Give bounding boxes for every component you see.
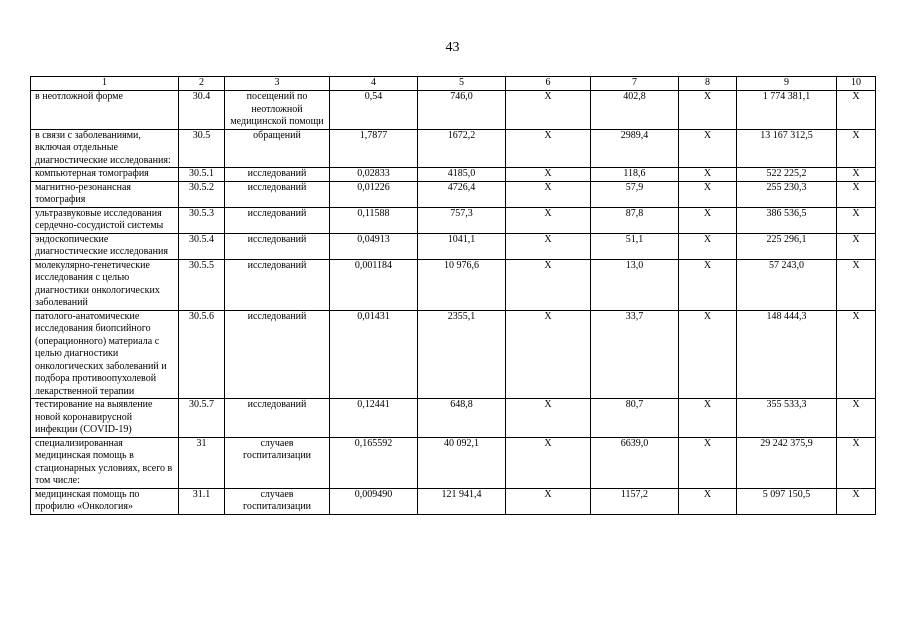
row-code-cell: 31.1: [179, 488, 225, 514]
row-unit-cell: исследований: [225, 233, 330, 259]
row-col5-cell: 4185,0: [418, 168, 506, 182]
row-col4-cell: 0,02833: [330, 168, 418, 182]
row-unit-cell: исследований: [225, 259, 330, 310]
row-code-cell: 30.5.1: [179, 168, 225, 182]
row-code-cell: 30.5.2: [179, 181, 225, 207]
row-name-cell: ультразвуковые исследования сердечно-сосудистой системы: [31, 207, 179, 233]
row-col9-cell: 255 230,3: [737, 181, 837, 207]
row-name-cell: патолого-анатомические исследования биопсийного (операционного) материала с целью диагностики онкологических заболеваний и подбора противоопухолевой лекарственной терапии: [31, 310, 179, 399]
row-code-cell: 30.5.4: [179, 233, 225, 259]
row-col7-cell: 80,7: [591, 399, 679, 438]
row-unit-cell: посещений по неотложной медицинской помощи: [225, 91, 330, 130]
row-col7-cell: 402,8: [591, 91, 679, 130]
row-name-cell: магнитно-резонансная томография: [31, 181, 179, 207]
row-col5-cell: 746,0: [418, 91, 506, 130]
row-name-cell: в неотложной форме: [31, 91, 179, 130]
row-col9-cell: 5 097 150,5: [737, 488, 837, 514]
row-col9-cell: 522 225,2: [737, 168, 837, 182]
col-header-6: 6: [506, 77, 591, 91]
row-col4-cell: 0,01431: [330, 310, 418, 399]
table-row: [31, 233, 876, 259]
row-col6-cell: X: [506, 233, 591, 259]
row-col10-cell: X: [837, 233, 876, 259]
row-name-cell: тестирование на выявление новой коронавирусной инфекции (COVID-19): [31, 399, 179, 438]
row-col5-cell: 1672,2: [418, 129, 506, 168]
row-unit-cell: случаев госпитализации: [225, 488, 330, 514]
row-col6-cell: X: [506, 437, 591, 488]
row-col10-cell: X: [837, 207, 876, 233]
row-col5-cell: 2355,1: [418, 310, 506, 399]
col-header-10: 10: [837, 77, 876, 91]
row-name-cell: компьютерная томография: [31, 168, 179, 182]
row-unit-cell: исследований: [225, 207, 330, 233]
row-col6-cell: X: [506, 310, 591, 399]
row-col6-cell: X: [506, 399, 591, 438]
row-col8-cell: X: [679, 399, 737, 438]
row-col9-cell: 355 533,3: [737, 399, 837, 438]
row-code-cell: 30.5.3: [179, 207, 225, 233]
row-col7-cell: 1157,2: [591, 488, 679, 514]
row-col7-cell: 118,6: [591, 168, 679, 182]
row-col8-cell: X: [679, 259, 737, 310]
row-col10-cell: X: [837, 181, 876, 207]
row-col7-cell: 57,9: [591, 181, 679, 207]
row-col6-cell: X: [506, 181, 591, 207]
row-col6-cell: X: [506, 168, 591, 182]
col-header-9: 9: [737, 77, 837, 91]
row-col7-cell: 33,7: [591, 310, 679, 399]
row-col8-cell: X: [679, 207, 737, 233]
row-col9-cell: 13 167 312,5: [737, 129, 837, 168]
row-col10-cell: X: [837, 399, 876, 438]
row-col10-cell: X: [837, 259, 876, 310]
row-col4-cell: 1,7877: [330, 129, 418, 168]
col-header-2: 2: [179, 77, 225, 91]
row-col10-cell: X: [837, 488, 876, 514]
row-col5-cell: 40 092,1: [418, 437, 506, 488]
row-code-cell: 30.4: [179, 91, 225, 130]
row-unit-cell: исследований: [225, 168, 330, 182]
row-col4-cell: 0,009490: [330, 488, 418, 514]
table-row: [31, 207, 876, 233]
row-col8-cell: X: [679, 91, 737, 130]
row-col5-cell: 1041,1: [418, 233, 506, 259]
row-col4-cell: 0,165592: [330, 437, 418, 488]
row-unit-cell: обращений: [225, 129, 330, 168]
row-unit-cell: исследований: [225, 181, 330, 207]
row-col8-cell: X: [679, 181, 737, 207]
row-col8-cell: X: [679, 488, 737, 514]
table-row: [31, 259, 876, 310]
row-col9-cell: 148 444,3: [737, 310, 837, 399]
col-header-7: 7: [591, 77, 679, 91]
row-col9-cell: 225 296,1: [737, 233, 837, 259]
row-col8-cell: X: [679, 168, 737, 182]
page-number: 43: [445, 40, 460, 55]
row-col9-cell: 386 536,5: [737, 207, 837, 233]
row-col6-cell: X: [506, 129, 591, 168]
row-name-cell: медицинская помощь по профилю «Онкология»: [31, 488, 179, 514]
row-col5-cell: 757,3: [418, 207, 506, 233]
table-row: [31, 437, 876, 488]
table-row: [31, 310, 876, 399]
row-col7-cell: 6639,0: [591, 437, 679, 488]
row-col6-cell: X: [506, 207, 591, 233]
row-name-cell: специализированная медицинская помощь в стационарных условиях, всего в том числе:: [31, 437, 179, 488]
row-col8-cell: X: [679, 310, 737, 399]
row-col10-cell: X: [837, 91, 876, 130]
row-col9-cell: 57 243,0: [737, 259, 837, 310]
row-col10-cell: X: [837, 310, 876, 399]
row-col4-cell: 0,11588: [330, 207, 418, 233]
table-row: [31, 168, 876, 182]
table-row: [31, 129, 876, 168]
row-code-cell: 30.5.6: [179, 310, 225, 399]
row-col6-cell: X: [506, 259, 591, 310]
row-col7-cell: 51,1: [591, 233, 679, 259]
row-name-cell: молекулярно-генетические исследования с целью диагностики онкологических заболеваний: [31, 259, 179, 310]
col-header-1: 1: [31, 77, 179, 91]
row-col10-cell: X: [837, 437, 876, 488]
row-col5-cell: 121 941,4: [418, 488, 506, 514]
row-code-cell: 30.5.5: [179, 259, 225, 310]
row-unit-cell: исследований: [225, 399, 330, 438]
column-number-row: [31, 77, 876, 91]
row-col4-cell: 0,001184: [330, 259, 418, 310]
row-col4-cell: 0,54: [330, 91, 418, 130]
row-col7-cell: 2989,4: [591, 129, 679, 168]
row-col5-cell: 648,8: [418, 399, 506, 438]
col-header-8: 8: [679, 77, 737, 91]
row-code-cell: 30.5: [179, 129, 225, 168]
row-col5-cell: 4726,4: [418, 181, 506, 207]
row-unit-cell: исследований: [225, 310, 330, 399]
row-col9-cell: 1 774 381,1: [737, 91, 837, 130]
row-col6-cell: X: [506, 488, 591, 514]
row-col9-cell: 29 242 375,9: [737, 437, 837, 488]
row-col4-cell: 0,12441: [330, 399, 418, 438]
row-col7-cell: 13,0: [591, 259, 679, 310]
row-col5-cell: 10 976,6: [418, 259, 506, 310]
table-row: [31, 181, 876, 207]
col-header-3: 3: [225, 77, 330, 91]
table-row: [31, 91, 876, 130]
row-name-cell: в связи с заболеваниями, включая отдельные диагностические исследования:: [31, 129, 179, 168]
row-col6-cell: X: [506, 91, 591, 130]
row-code-cell: 30.5.7: [179, 399, 225, 438]
row-col10-cell: X: [837, 168, 876, 182]
row-col7-cell: 87,8: [591, 207, 679, 233]
row-col4-cell: 0,01226: [330, 181, 418, 207]
col-header-5: 5: [418, 77, 506, 91]
row-name-cell: эндоскопические диагностические исследования: [31, 233, 179, 259]
col-header-4: 4: [330, 77, 418, 91]
row-col8-cell: X: [679, 233, 737, 259]
row-col8-cell: X: [679, 437, 737, 488]
table-body: [31, 77, 876, 515]
table-row: [31, 488, 876, 514]
table-row: [31, 399, 876, 438]
data-table: [30, 76, 876, 515]
row-col8-cell: X: [679, 129, 737, 168]
row-col10-cell: X: [837, 129, 876, 168]
row-code-cell: 31: [179, 437, 225, 488]
row-col4-cell: 0,04913: [330, 233, 418, 259]
row-unit-cell: случаев госпитализации: [225, 437, 330, 488]
